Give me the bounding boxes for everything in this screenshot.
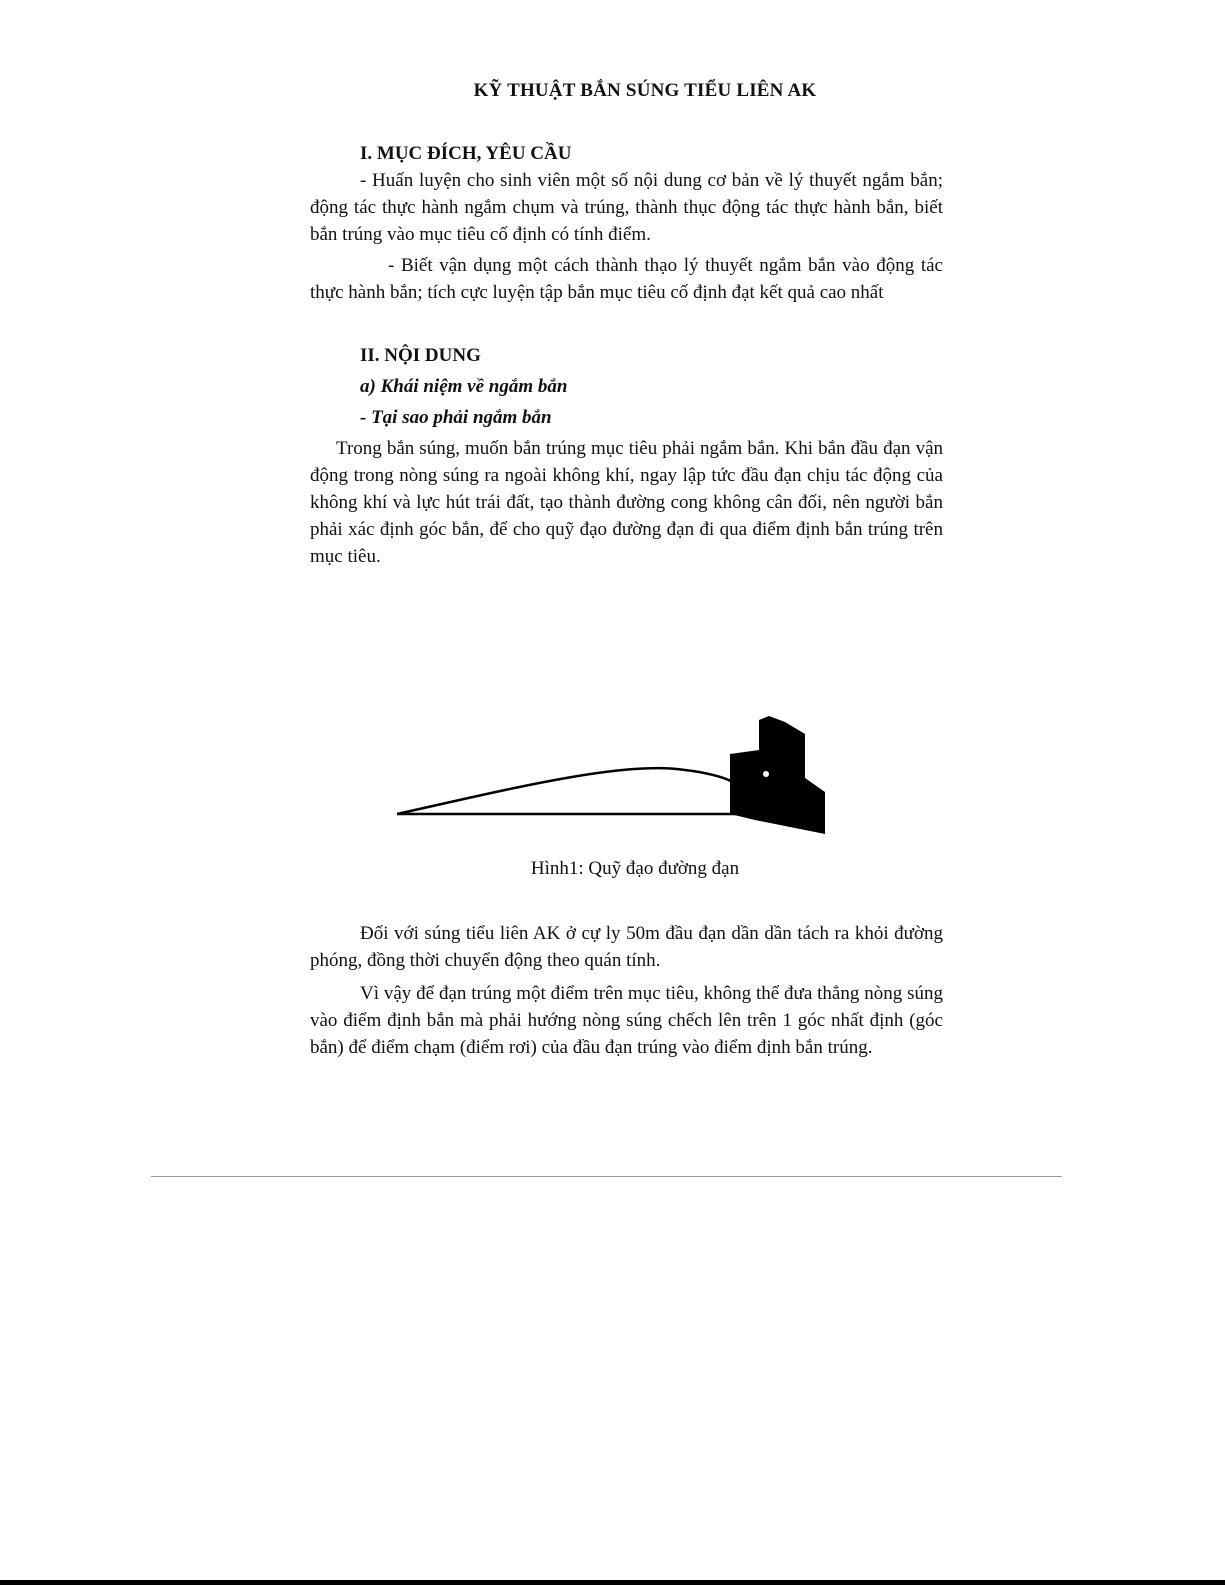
section-1-paragraph-1: - Huấn luyện cho sinh viên một số nội dung cơ bản về lý thuyết ngắm bắn; động tác thực hành ngắm chụm và trúng, thành thục động tác thực hành bắn, biết bắn trúng vào mục tiêu cố định có tính điểm. — [310, 170, 943, 245]
target-silhouette — [730, 716, 825, 834]
section-2-heading: II. NỘI DUNG — [360, 345, 481, 366]
aim-point — [763, 771, 769, 777]
section-1-paragraph-2: - Biết vận dụng một cách thành thạo lý thuyết ngắm bắn vào động tác thực hành bắn; tích cực luyện tập bắn mục tiêu cố định đạt kết quả cao nhất — [310, 255, 943, 303]
subheading-concept: a) Khái niệm về ngắm bắn — [360, 376, 568, 397]
document-body-top — [310, 140, 943, 570]
page-divider — [151, 1176, 1062, 1177]
trajectory-figure — [385, 710, 845, 845]
document-body-bottom — [310, 920, 943, 1061]
trajectory-curve — [397, 768, 733, 814]
subheading-why-aim: - Tại sao phải ngắm bắn — [360, 407, 552, 428]
page-bottom-edge — [0, 1580, 1225, 1585]
figure-caption: Hình1: Quỹ đạo đường đạn — [530, 858, 740, 879]
section-2-paragraph-1: Trong bắn súng, muốn bắn trúng mục tiêu phải ngắm bắn. Khi bắn đầu đạn vận động trong nòng súng ra ngoài không khí, ngay lập tức đầu đạn chịu tác động của không khí và lực hút trái đất, tạo thành đường cong không cân đối, nên người bắn phải xác định góc bắn, để cho quỹ đạo đường đạn đi qua điểm định bắn trúng trên mục tiêu. — [310, 438, 943, 567]
document-title: KỸ THUẬT BẮN SÚNG TIỂU LIÊN AK — [473, 80, 817, 101]
section-2-paragraph-3: Vì vậy để đạn trúng một điểm trên mục tiêu, không thể đưa thẳng nòng súng vào điểm định bắn mà phải hướng nòng súng chếch lên trên 1 góc nhất định (góc bắn) để điểm chạm (điểm rơi) của đầu đạn trúng vào điểm định bắn trúng. — [310, 983, 943, 1058]
section-1-heading: I. MỤC ĐÍCH, YÊU CẦU — [360, 143, 572, 164]
section-2-paragraph-2: Đối với súng tiểu liên AK ở cự ly 50m đầu đạn dần dần tách ra khỏi đường phóng, đồng thời chuyển động theo quán tính. — [310, 923, 943, 971]
